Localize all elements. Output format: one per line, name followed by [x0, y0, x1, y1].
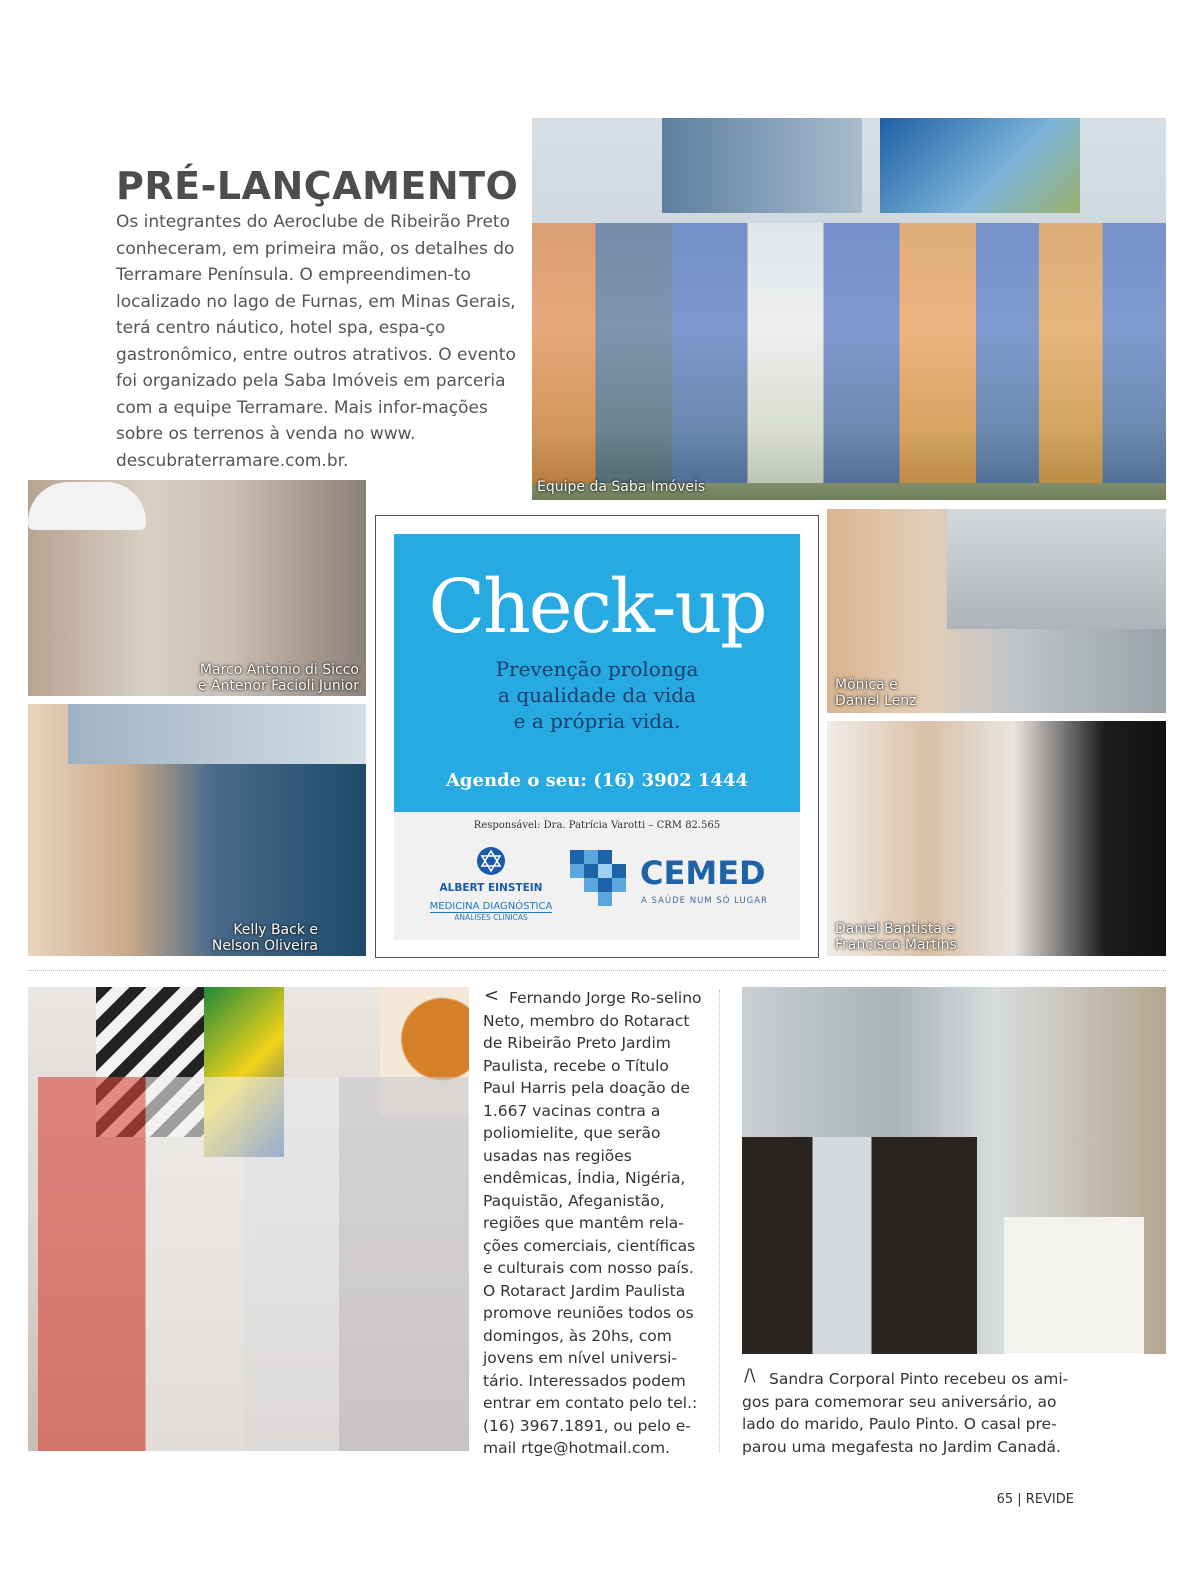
- woman-dress: [1004, 1217, 1144, 1354]
- left-arrow-icon: <: [484, 985, 500, 1006]
- window-strip: [68, 704, 366, 764]
- ad-responsible: Responsável: Dra. Patrícia Varotti – CRM 82.565: [473, 820, 721, 831]
- photo-team: [532, 118, 1166, 500]
- map-panel: [880, 118, 1080, 213]
- article-headline: PRÉ-LANÇAMENTO: [116, 164, 519, 208]
- awning: [947, 509, 1166, 629]
- sandra-text: Sandra Corporal Pinto recebeu os ami-gos para comemorar seu aniversário, ao lado do marido, Paulo Pinto. O casal pre-parou uma megafesta no Jardim Canadá.: [742, 1370, 1069, 1456]
- photo-sandra: [742, 987, 1166, 1354]
- column-divider: [719, 990, 720, 1452]
- ad-title: Check-up: [428, 564, 766, 650]
- cemed-mosaic-icon: [570, 850, 630, 906]
- photo-kelly: [28, 704, 366, 956]
- photo-monica: [827, 509, 1166, 713]
- page-folio: [997, 1492, 1074, 1507]
- rotaract-people: [38, 1077, 468, 1451]
- ae-division: MEDICINA DIAGNÓSTICA: [429, 901, 553, 912]
- ae-sub: ANÁLISES CLÍNICAS: [454, 913, 528, 922]
- photo-team-caption: Equipe da Saba Imóveis: [537, 479, 706, 495]
- photo-kelly-caption: Kelly Back e Nelson Oliveira: [211, 922, 318, 954]
- ad-phone: Agende o seu: (16) 3902 1444: [445, 770, 749, 791]
- cemed-tagline: A SAÚDE NUM SÓ LUGAR: [641, 896, 768, 906]
- exhibit-panel: [662, 118, 862, 213]
- photo-marco-caption: Marco Antonio di Sicco e Antenor Facioli Junior: [197, 662, 359, 694]
- magazine-name: REVIDE: [1025, 1492, 1074, 1507]
- photo-marco: [28, 480, 366, 696]
- section-divider: [28, 970, 1166, 971]
- photo-monica-caption: Mônica e Daniel Lenz: [835, 677, 917, 709]
- page-number: 65: [996, 1492, 1014, 1507]
- up-arrow-icon: /\: [744, 1366, 756, 1386]
- ad-panel: [394, 534, 800, 940]
- article-lead: Os integrantes do Aeroclube de Ribeirão Preto conheceram, em primeira mão, os detalhes do Terramare Península. O empreendimen-to localizado no lago de Furnas, em Minas Gerais, terá centro náutico, hotel spa, espa-ço gastronômico, entre outros atrativos. O evento foi organizado pela Saba Imóveis em parceria com a equipe Terramare. Mais infor-mações sobre os terrenos à venda no www. descubraterramare.com.br.: [116, 212, 516, 471]
- star-of-life-icon: [476, 846, 506, 876]
- ae-name: ALBERT EINSTEIN: [439, 882, 543, 894]
- rotaract-text: Fernando Jorge Ro-selino Neto, membro do Rotaract de Ribeirão Preto Jardim Paulista, recebe o Título Paul Harris pela doação de 1.667 vacinas contra a poliomielite, que serão usadas nas regiões endêmicas, Índia, Nigéria, Paquistão, Afeganistão, regiões que mantêm rela-ções comerciais, científicas e culturais com nosso país. O Rotaract Jardim Paulista promove reuniões todos os domingos, às 20hs, com jovens em nível universi-tário. Interessados podem entrar em contato pelo tel.: (16) 3967.1891, ou pelo e-mail rtge@hotmail.com.: [483, 989, 702, 1457]
- team-people: [532, 223, 1166, 483]
- ad-subtitle: Prevenção prolonga a qualidade da vida e a própria vida.: [495, 657, 699, 733]
- albert-einstein-logo: [416, 846, 566, 922]
- photo-daniel: [827, 721, 1166, 956]
- man-suit: [742, 1137, 977, 1354]
- cemed-name: CEMED: [640, 854, 766, 892]
- ad-blue-area: [394, 534, 800, 812]
- cap-hat: [28, 482, 146, 530]
- folio-separator: |: [1017, 1492, 1022, 1507]
- photo-daniel-caption: Daniel Baptista e Francisco Martins: [835, 921, 957, 953]
- photo-rotaract: [28, 987, 469, 1451]
- checkup-ad: [375, 515, 819, 958]
